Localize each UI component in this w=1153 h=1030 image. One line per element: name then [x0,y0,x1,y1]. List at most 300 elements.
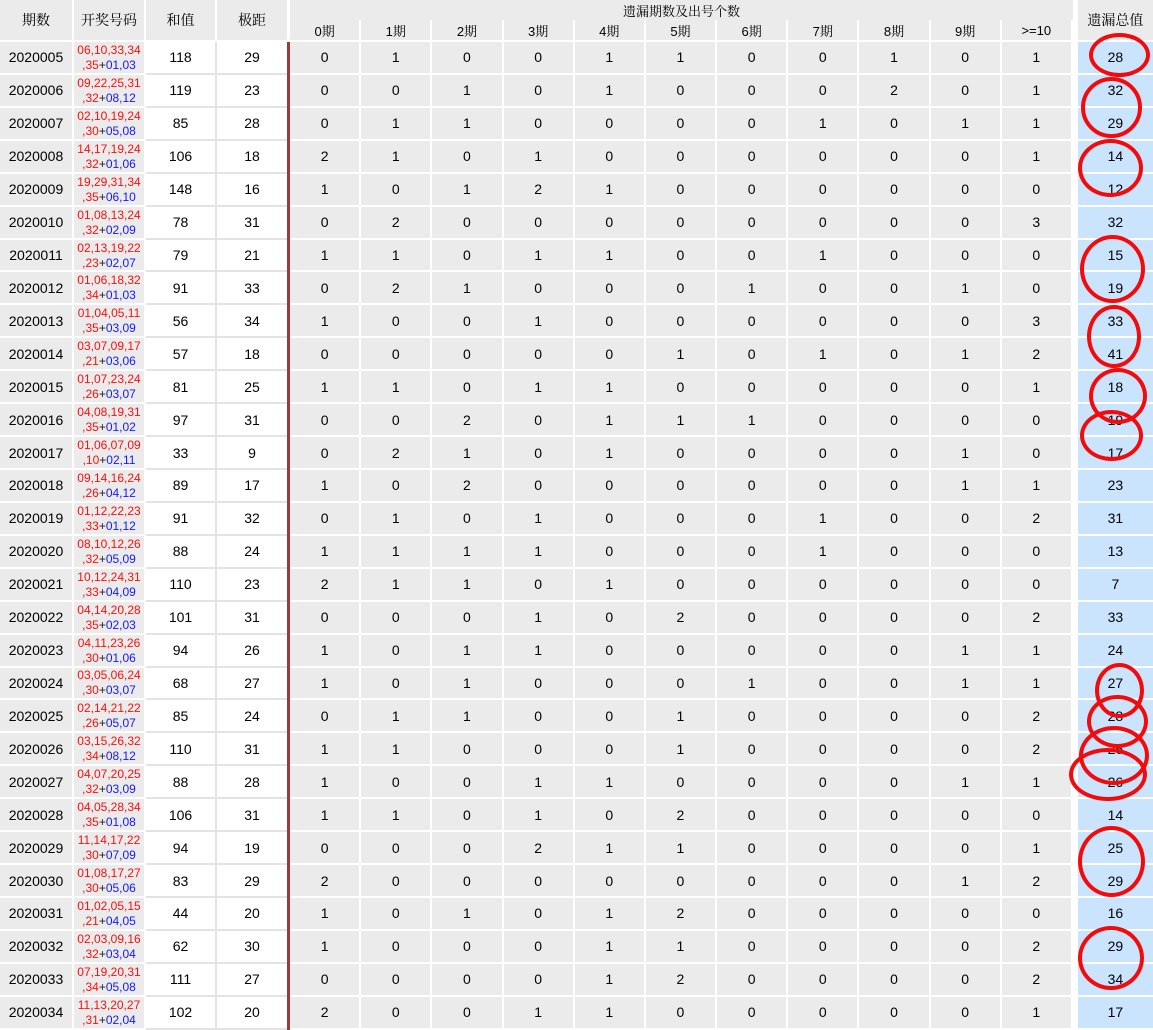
front-numbers: ,32 [82,782,99,797]
plus-sign: + [98,848,106,863]
plus-sign: + [98,979,106,994]
count-cell: 0 [788,668,859,701]
count-cell: 2 [1002,733,1073,766]
count-cell: 0 [432,371,503,404]
count-cell: 0 [788,569,859,602]
count-cell: 1 [788,503,859,536]
count-cell: 0 [717,799,788,832]
count-cell: 1 [504,371,575,404]
count-cell: 0 [504,338,575,371]
range-cell: 27 [217,964,287,997]
count-cell: 0 [859,898,930,931]
count-cell: 0 [290,964,361,997]
count-cell: 0 [432,503,503,536]
back-numbers: 05,09 [105,551,136,566]
count-cell: 1 [1002,997,1073,1030]
count-cell: 1 [1002,42,1073,75]
count-cell: 0 [717,42,788,75]
front-numbers: ,30 [82,848,99,863]
count-cell: 0 [788,437,859,470]
sum-cell: 119 [146,75,217,108]
front-numbers: 09,14,16,24 [77,470,141,485]
count-cell: 2 [290,141,361,174]
sum-cell: 110 [146,569,217,602]
back-numbers: 01,12 [105,518,136,533]
count-cell: 0 [859,470,930,503]
back-numbers: 03,07 [105,387,136,402]
col-header-5期: 5期 [646,20,717,42]
period-cell: 2020024 [0,668,74,701]
numbers-cell [74,75,146,108]
count-cell: 0 [931,799,1002,832]
count-cell: 1 [504,766,575,799]
period-cell: 2020012 [0,272,74,305]
count-cell: 0 [788,470,859,503]
period-cell: 2020025 [0,700,74,733]
count-cell: 2 [504,174,575,207]
front-numbers: ,23 [82,255,99,270]
count-cell: 0 [432,207,503,240]
count-cell: 0 [859,207,930,240]
sum-cell: 101 [146,602,217,635]
count-cell: 1 [361,371,432,404]
total-omission-cell: 16 [1078,898,1153,931]
count-cell: 0 [432,141,503,174]
count-cell: 1 [290,668,361,701]
count-cell: 2 [290,865,361,898]
count-cell: 1 [859,42,930,75]
count-cell: 3 [1002,305,1073,338]
count-cell: 0 [717,207,788,240]
plus-sign: + [98,57,106,72]
numbers-cell [74,470,146,503]
plus-sign: + [98,650,106,665]
count-cell: 0 [646,174,717,207]
count-cell: 0 [504,865,575,898]
front-numbers: 04,05,28,34 [77,800,141,815]
count-cell: 0 [504,404,575,437]
count-cell: 1 [788,240,859,273]
count-cell: 0 [859,437,930,470]
count-cell: 0 [788,305,859,338]
count-cell: 1 [1002,371,1073,404]
count-cell: 0 [504,42,575,75]
count-cell: 0 [646,437,717,470]
count-cell: 1 [575,569,646,602]
range-cell: 27 [217,668,287,701]
back-numbers: 03,04 [105,946,136,961]
count-cell: 0 [859,305,930,338]
count-cell: 0 [717,470,788,503]
numbers-cell [74,569,146,602]
count-cell: 0 [290,602,361,635]
front-numbers: 03,05,06,24 [77,668,141,683]
count-cell: 0 [361,997,432,1030]
plus-sign: + [98,782,106,797]
count-cell: 1 [1002,635,1073,668]
count-cell: 1 [361,569,432,602]
count-cell: 0 [646,141,717,174]
plus-sign: + [98,1012,106,1027]
front-numbers: 01,04,05,11 [77,306,141,321]
back-numbers: 05,07 [105,716,136,731]
back-numbers: 06,10 [105,189,136,204]
front-numbers: ,32 [82,946,99,961]
count-cell: 0 [931,207,1002,240]
count-cell: 0 [717,536,788,569]
count-cell: 1 [290,931,361,964]
count-cell: 0 [859,733,930,766]
count-cell: 0 [717,865,788,898]
count-cell: 0 [361,931,432,964]
plus-sign: + [98,222,106,237]
sum-cell: 94 [146,832,217,865]
range-cell: 28 [217,108,287,141]
count-cell: 1 [504,799,575,832]
col-header-6期: 6期 [717,20,788,42]
back-numbers: 02,07 [105,255,136,270]
count-cell: 1 [717,272,788,305]
col-header-sum: 和值 [146,0,217,42]
count-cell: 1 [646,931,717,964]
range-cell: 31 [217,799,287,832]
count-cell: 0 [432,964,503,997]
count-cell: 0 [361,338,432,371]
count-cell: 2 [290,997,361,1030]
count-cell: 0 [575,305,646,338]
count-cell: 1 [432,668,503,701]
range-cell: 29 [217,865,287,898]
plus-sign: + [98,749,106,764]
count-cell: 2 [432,404,503,437]
range-cell: 25 [217,371,287,404]
count-cell: 1 [788,108,859,141]
sum-cell: 83 [146,865,217,898]
count-cell: 2 [290,569,361,602]
count-cell: 2 [432,470,503,503]
count-cell: 0 [931,240,1002,273]
col-header-1期: 1期 [361,20,432,42]
count-cell: 1 [432,437,503,470]
count-cell: 1 [361,503,432,536]
range-cell: 19 [217,832,287,865]
count-cell: 1 [290,799,361,832]
count-cell: 0 [290,503,361,536]
count-cell: 0 [717,898,788,931]
total-omission-cell: 19 [1078,404,1153,437]
numbers-cell [74,602,146,635]
total-omission-cell: 27 [1078,668,1153,701]
count-cell: 0 [504,898,575,931]
count-cell: 2 [1002,503,1073,536]
period-cell: 2020015 [0,371,74,404]
count-cell: 0 [1002,174,1073,207]
count-cell: 0 [859,404,930,437]
count-cell: 0 [859,602,930,635]
count-cell: 0 [646,635,717,668]
count-cell: 0 [717,371,788,404]
count-cell: 0 [859,931,930,964]
count-cell: 0 [432,42,503,75]
count-cell: 0 [717,964,788,997]
period-cell: 2020008 [0,141,74,174]
total-omission-cell: 28 [1078,42,1153,75]
front-numbers: ,26 [82,387,99,402]
count-cell: 1 [575,404,646,437]
count-cell: 0 [432,766,503,799]
count-cell: 0 [575,141,646,174]
count-cell: 1 [575,174,646,207]
count-cell: 1 [504,240,575,273]
count-cell: 0 [646,207,717,240]
front-numbers: 01,07,23,24 [77,372,141,387]
count-cell: 1 [646,42,717,75]
total-omission-cell: 29 [1078,865,1153,898]
count-cell: 1 [504,503,575,536]
count-cell: 0 [788,75,859,108]
count-cell: 1 [717,404,788,437]
count-cell: 0 [646,766,717,799]
front-numbers: ,10 [82,453,100,468]
total-omission-cell: 41 [1078,338,1153,371]
count-cell: 2 [504,832,575,865]
count-cell: 1 [361,799,432,832]
count-cell: 1 [432,569,503,602]
count-cell: 0 [646,569,717,602]
front-numbers: ,30 [82,881,99,896]
count-cell: 0 [361,470,432,503]
numbers-cell [74,207,146,240]
range-cell: 23 [217,569,287,602]
front-numbers: ,35 [82,189,99,204]
col-header-4期: 4期 [575,20,646,42]
count-cell: 0 [717,305,788,338]
count-cell: 1 [575,437,646,470]
count-cell: 1 [788,536,859,569]
front-numbers: 04,07,20,25 [77,767,141,782]
count-cell: 1 [575,832,646,865]
numbers-cell [74,503,146,536]
count-cell: 1 [931,668,1002,701]
numbers-cell [74,700,146,733]
sum-cell: 118 [146,42,217,75]
count-cell: 0 [575,338,646,371]
range-cell: 33 [217,272,287,305]
count-cell: 0 [575,865,646,898]
front-numbers: ,35 [82,57,99,72]
back-numbers: 02,03 [105,617,136,632]
count-cell: 0 [788,997,859,1030]
count-cell: 2 [1002,865,1073,898]
count-cell: 0 [717,503,788,536]
front-numbers: ,26 [82,485,99,500]
count-cell: 2 [646,964,717,997]
count-cell: 0 [859,635,930,668]
plus-sign: + [98,584,106,599]
count-cell: 0 [646,470,717,503]
count-cell: 2 [1002,700,1073,733]
count-cell: 0 [931,536,1002,569]
count-cell: 0 [788,964,859,997]
count-cell: 0 [788,865,859,898]
numbers-cell [74,997,146,1030]
plus-sign: + [98,881,106,896]
back-numbers: 05,06 [105,881,136,896]
count-cell: 0 [432,799,503,832]
count-cell: 0 [290,338,361,371]
count-cell: 1 [1002,141,1073,174]
count-cell: 0 [717,832,788,865]
count-cell: 1 [361,240,432,273]
front-numbers: ,32 [82,222,99,237]
numbers-cell [74,799,146,832]
count-cell: 1 [432,108,503,141]
count-cell: 0 [717,174,788,207]
period-cell: 2020023 [0,635,74,668]
count-cell: 0 [788,931,859,964]
total-omission-cell: 19 [1078,272,1153,305]
count-cell: 0 [290,272,361,305]
numbers-cell [74,404,146,437]
range-cell: 31 [217,733,287,766]
count-cell: 0 [788,898,859,931]
period-cell: 2020014 [0,338,74,371]
count-cell: 0 [575,470,646,503]
count-cell: 0 [646,272,717,305]
range-cell: 21 [217,240,287,273]
count-cell: 0 [504,207,575,240]
count-cell: 0 [646,865,717,898]
count-cell: 0 [1002,240,1073,273]
count-cell: 0 [432,832,503,865]
col-header-numbers: 开奖号码 [74,0,146,42]
count-cell: 0 [1002,799,1073,832]
count-cell: 0 [931,964,1002,997]
col-header->=10: >=10 [1002,20,1073,42]
sum-cell: 111 [146,964,217,997]
sum-cell: 79 [146,240,217,273]
back-numbers: 03,06 [105,354,136,369]
count-cell: 0 [788,371,859,404]
period-cell: 2020030 [0,865,74,898]
front-numbers: 04,11,23,26 [77,635,141,650]
period-cell: 2020009 [0,174,74,207]
period-cell: 2020027 [0,766,74,799]
count-cell: 0 [859,174,930,207]
front-numbers: ,30 [82,650,99,665]
count-cell: 1 [646,733,717,766]
period-cell: 2020018 [0,470,74,503]
count-cell: 1 [646,832,717,865]
sum-cell: 88 [146,536,217,569]
front-numbers: 01,08,17,27 [77,866,141,881]
count-cell: 0 [859,503,930,536]
count-cell: 0 [859,536,930,569]
range-cell: 26 [217,635,287,668]
front-numbers: ,34 [82,979,99,994]
count-cell: 1 [290,733,361,766]
front-numbers: ,32 [82,551,99,566]
total-omission-cell: 33 [1078,305,1153,338]
count-cell: 1 [931,272,1002,305]
count-cell: 0 [432,338,503,371]
count-cell: 0 [290,207,361,240]
count-cell: 2 [361,437,432,470]
col-header-3期: 3期 [504,20,575,42]
numbers-cell [74,668,146,701]
count-cell: 0 [504,437,575,470]
count-cell: 0 [788,635,859,668]
count-cell: 0 [931,42,1002,75]
range-cell: 16 [217,174,287,207]
count-cell: 0 [859,569,930,602]
count-cell: 0 [788,799,859,832]
count-cell: 0 [859,799,930,832]
front-numbers: 01,06,07,09 [77,438,141,453]
front-numbers: ,33 [82,518,99,533]
count-cell: 0 [788,141,859,174]
total-omission-cell: 29 [1078,931,1153,964]
front-numbers: ,35 [82,321,99,336]
numbers-cell [74,635,146,668]
total-omission-cell: 31 [1078,503,1153,536]
count-cell: 0 [859,272,930,305]
count-cell: 1 [361,141,432,174]
plus-sign: + [98,123,106,138]
count-cell: 1 [432,898,503,931]
count-cell: 0 [859,141,930,174]
plus-sign: + [98,683,106,698]
count-cell: 0 [859,371,930,404]
count-cell: 2 [859,75,930,108]
count-cell: 0 [646,108,717,141]
count-cell: 0 [788,404,859,437]
period-cell: 2020029 [0,832,74,865]
sum-cell: 57 [146,338,217,371]
count-cell: 0 [859,108,930,141]
count-cell: 0 [361,404,432,437]
count-cell: 2 [1002,964,1073,997]
count-cell: 1 [1002,668,1073,701]
col-header-total: 遗漏总值 [1078,0,1153,42]
count-cell: 1 [575,371,646,404]
count-cell: 2 [646,799,717,832]
count-cell: 1 [931,470,1002,503]
back-numbers: 03,09 [105,321,136,336]
count-cell: 1 [575,75,646,108]
count-cell: 0 [931,700,1002,733]
count-cell: 0 [504,569,575,602]
back-numbers: 04,09 [105,584,136,599]
sum-cell: 78 [146,207,217,240]
count-cell: 0 [361,75,432,108]
count-cell: 0 [361,305,432,338]
count-cell: 1 [931,338,1002,371]
numbers-cell [74,931,146,964]
plus-sign: + [98,815,106,830]
period-cell: 2020007 [0,108,74,141]
front-numbers: ,35 [82,420,99,435]
front-numbers: 01,08,13,24 [77,207,141,222]
count-cell: 0 [859,668,930,701]
range-cell: 24 [217,536,287,569]
count-cell: 0 [859,832,930,865]
count-cell: 0 [931,371,1002,404]
range-cell: 31 [217,207,287,240]
front-numbers: 14,17,19,24 [77,141,141,156]
count-cell: 0 [575,733,646,766]
sum-cell: 97 [146,404,217,437]
